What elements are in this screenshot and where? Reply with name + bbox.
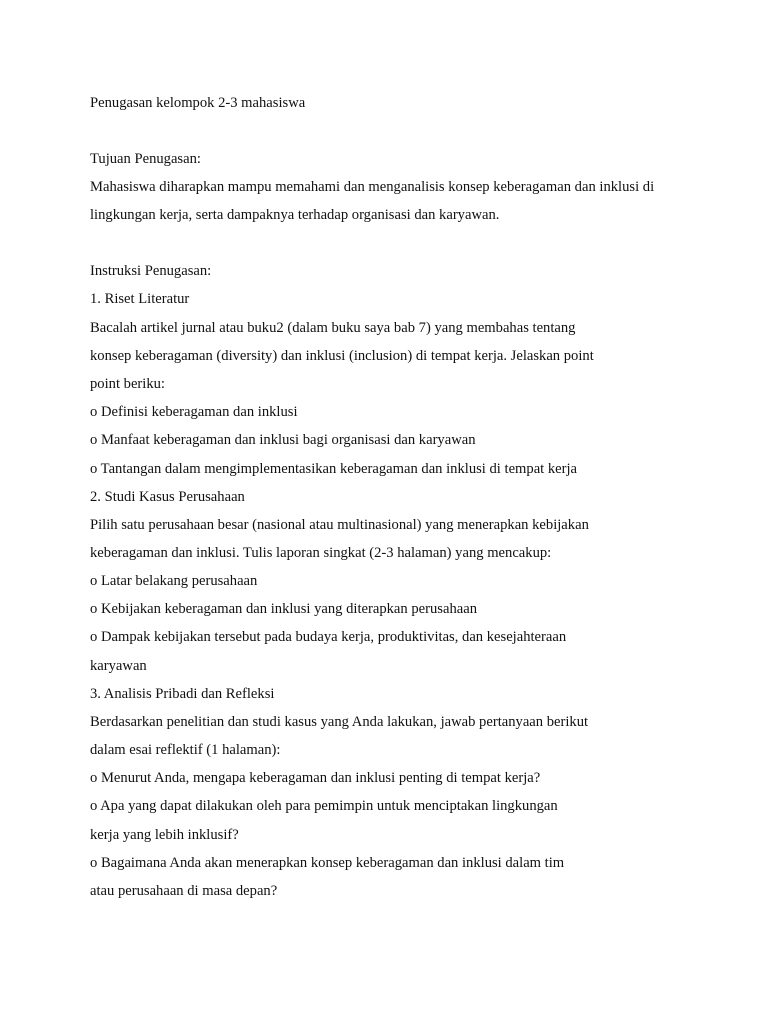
bullet-item: o Apa yang dapat dilakukan oleh para pemimpin untuk menciptakan lingkungan: [90, 798, 558, 814]
bullet-item: o Manfaat keberagaman dan inklusi bagi organisasi dan karyawan: [90, 432, 476, 448]
section-title: 1. Riset Literatur: [90, 291, 190, 307]
goal-label: Tujuan Penugasan:: [90, 151, 201, 167]
bullet-item: o Tantangan dalam mengimplementasikan keberagaman dan inklusi di tempat kerja: [90, 461, 578, 477]
bullet-item-continuation: atau perusahaan di masa depan?: [90, 883, 278, 899]
goal-text-line: lingkungan kerja, serta dampaknya terhadap organisasi dan karyawan.: [90, 207, 500, 223]
goal-text-line: Mahasiswa diharapkan mampu memahami dan menganalisis konsep keberagaman dan inklusi di: [90, 179, 655, 195]
section-text-line: Berdasarkan penelitian dan studi kasus yang Anda lakukan, jawab pertanyaan berikut: [90, 714, 589, 730]
section-text-line: keberagaman dan inklusi. Tulis laporan singkat (2-3 halaman) yang mencakup:: [90, 545, 552, 561]
bullet-item: o Menurut Anda, mengapa keberagaman dan inklusi penting di tempat kerja?: [90, 770, 541, 786]
bullet-item: o Latar belakang perusahaan: [90, 573, 258, 589]
bullet-item-continuation: kerja yang lebih inklusif?: [90, 827, 239, 843]
section-text-line: Bacalah artikel jurnal atau buku2 (dalam buku saya bab 7) yang membahas tentang: [90, 320, 576, 336]
section-text-line: konsep keberagaman (diversity) dan inklusi (inclusion) di tempat kerja. Jelaskan point: [90, 348, 594, 364]
document-heading: Penugasan kelompok 2-3 mahasiswa: [90, 95, 306, 111]
bullet-item-continuation: karyawan: [90, 658, 147, 674]
bullet-item: o Kebijakan keberagaman dan inklusi yang diterapkan perusahaan: [90, 601, 477, 617]
bullet-item: o Bagaimana Anda akan menerapkan konsep keberagaman dan inklusi dalam tim: [90, 855, 565, 871]
section-text-line: Pilih satu perusahaan besar (nasional atau multinasional) yang menerapkan kebijakan: [90, 517, 589, 533]
section-text-line: dalam esai reflektif (1 halaman):: [90, 742, 281, 758]
section-text-line: point beriku:: [90, 376, 165, 392]
bullet-item: o Dampak kebijakan tersebut pada budaya kerja, produktivitas, dan kesejahteraan: [90, 629, 567, 645]
instructions-label: Instruksi Penugasan:: [90, 263, 212, 279]
section-title: 2. Studi Kasus Perusahaan: [90, 489, 245, 505]
bullet-item: o Definisi keberagaman dan inklusi: [90, 404, 298, 420]
section-title: 3. Analisis Pribadi dan Refleksi: [90, 686, 275, 702]
